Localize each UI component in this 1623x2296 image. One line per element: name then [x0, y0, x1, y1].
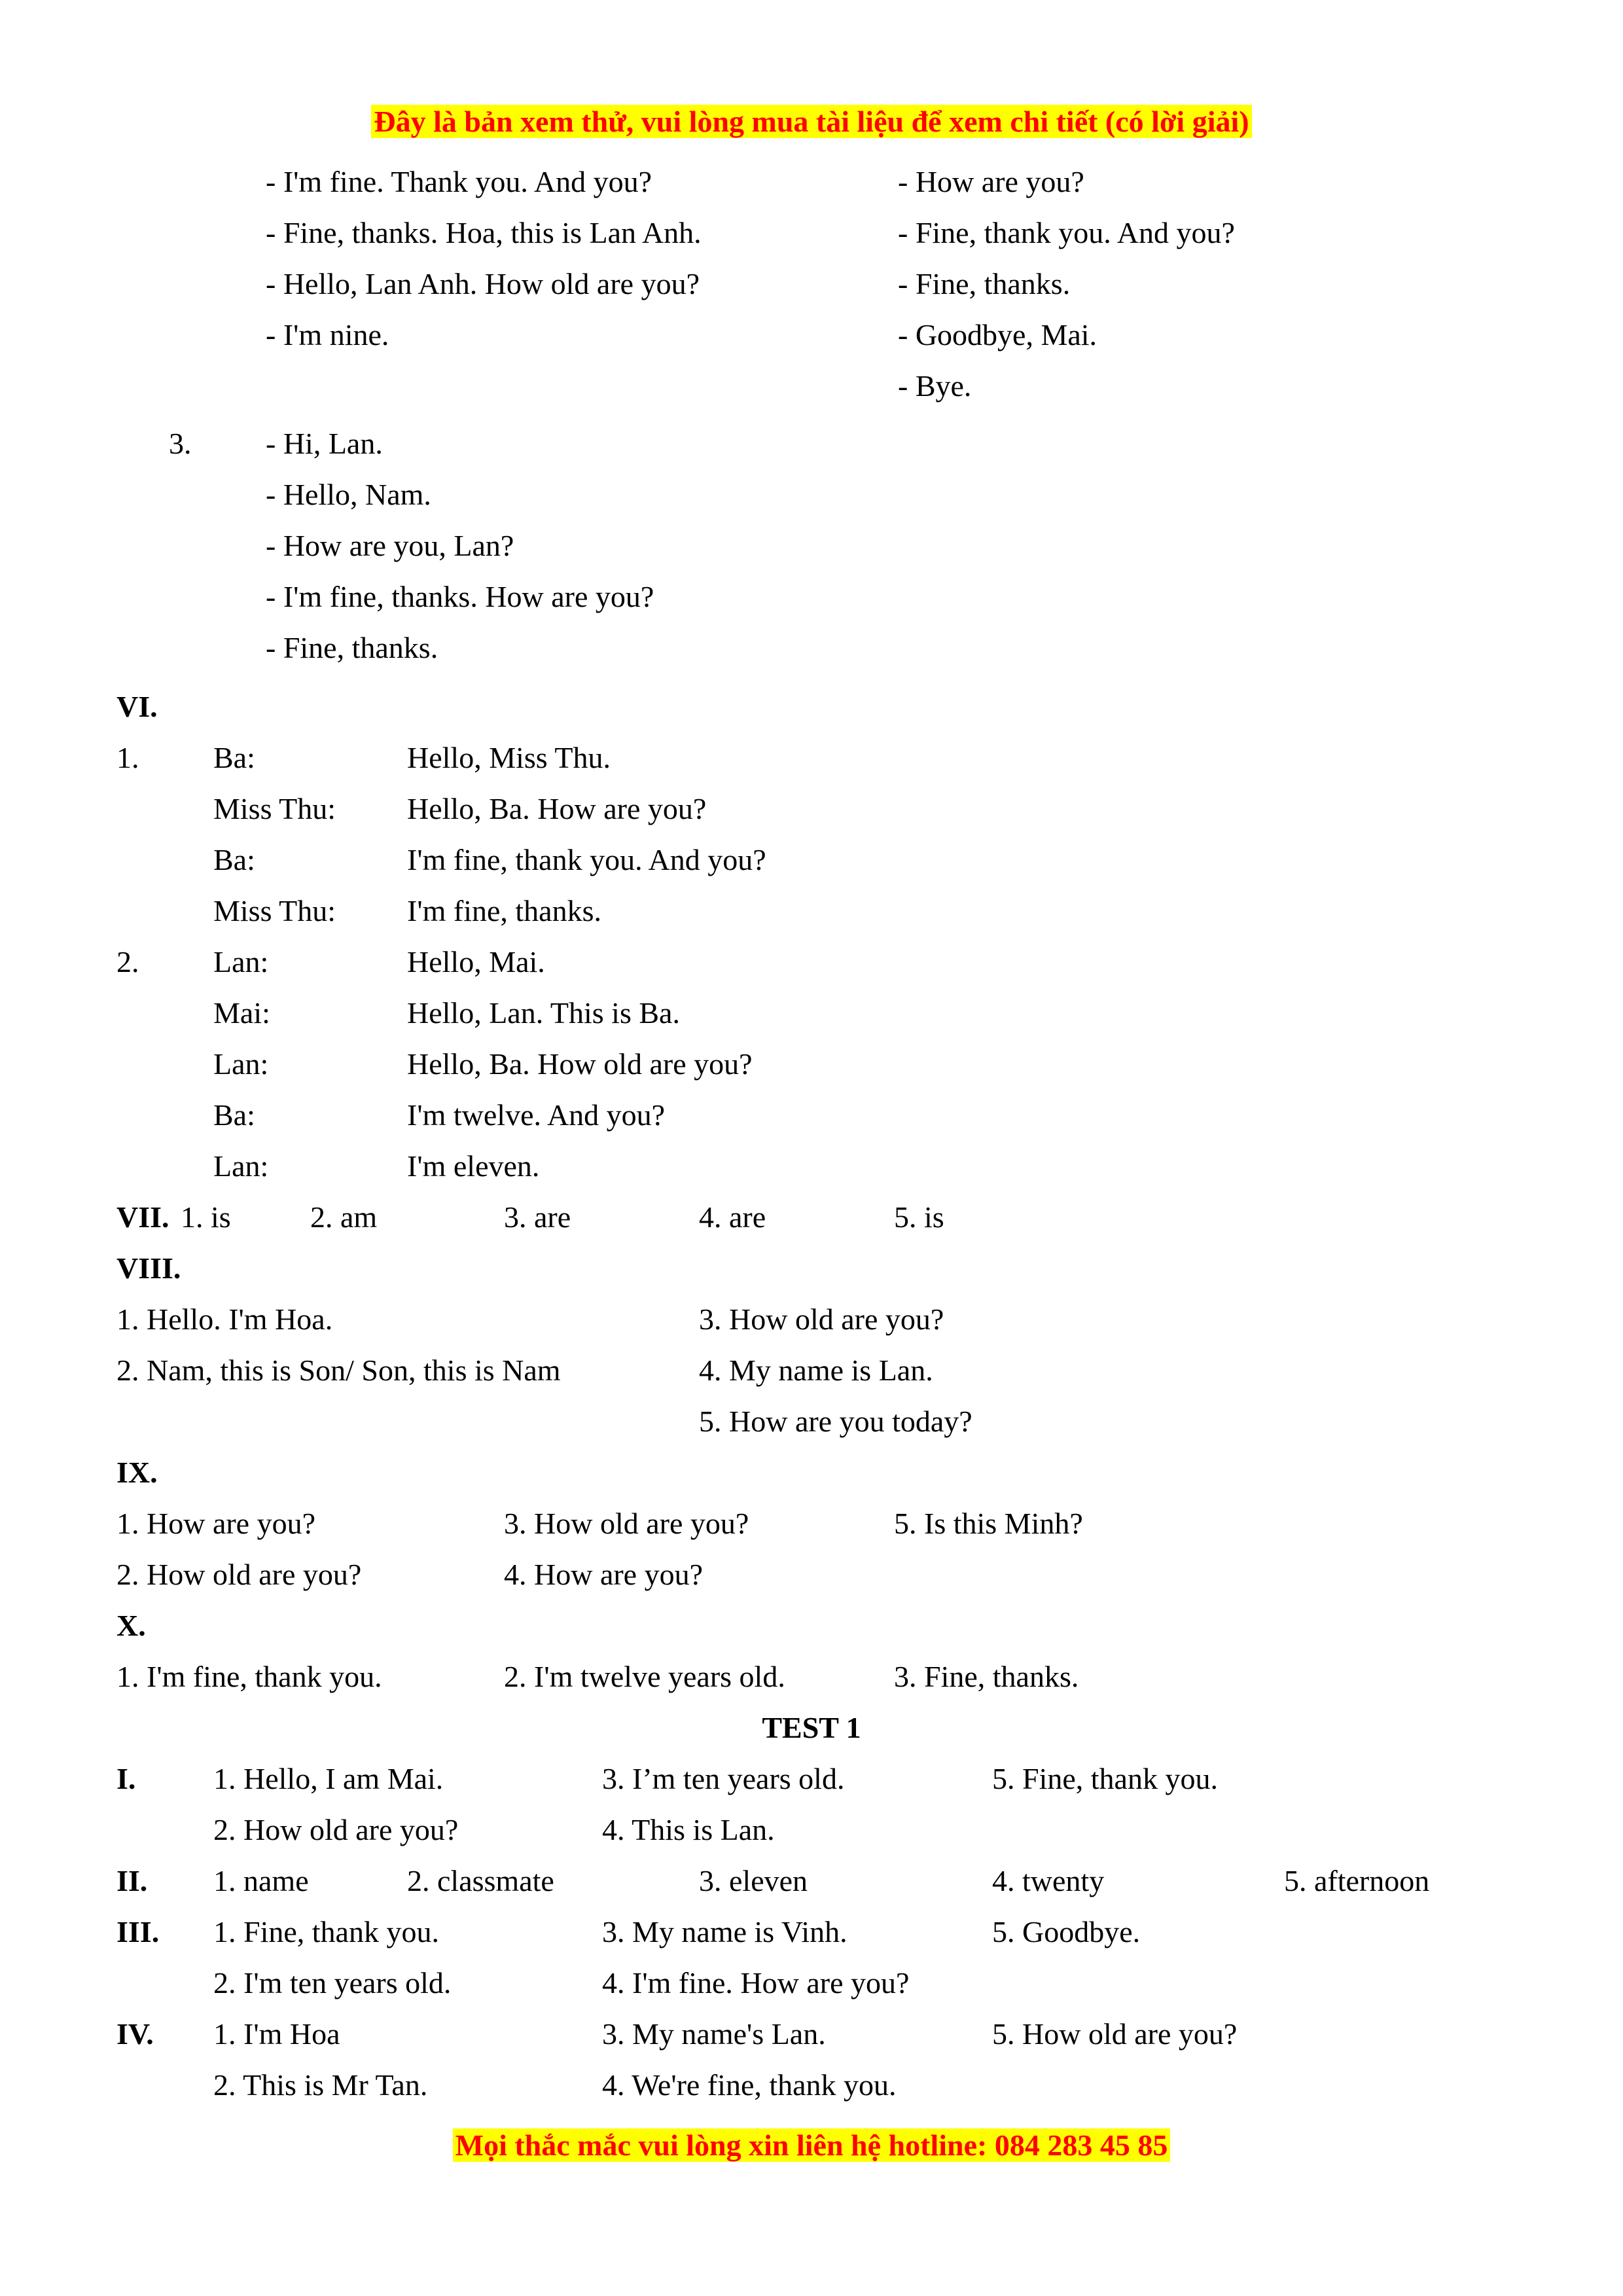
answer-item: 2. How old are you? — [213, 1813, 459, 1846]
answer-item: 1. Hello, I am Mai. — [213, 1762, 444, 1795]
answer-item: 4. I'm fine. How are you? — [602, 1966, 910, 2000]
answer-item: 3. eleven — [699, 1864, 808, 1897]
speech: Hello, Lan. This is Ba. — [407, 996, 680, 1030]
section-heading: X. — [116, 1609, 146, 1642]
answer-item: 1. I'm Hoa — [213, 2017, 340, 2051]
answer-item: 1. Hello. I'm Hoa. — [116, 1302, 333, 1336]
speech: Hello, Miss Thu. — [407, 741, 611, 774]
speaker: Ba: — [213, 741, 255, 774]
speech: I'm fine, thanks. — [407, 894, 602, 927]
answer-item: 4. are — [699, 1200, 766, 1234]
section-heading: VIII. — [116, 1251, 181, 1285]
dialog-line: - Bye. — [898, 369, 972, 403]
answer-item: 4. We're fine, thank you. — [602, 2068, 897, 2102]
dialog-line: - I'm fine, thanks. How are you? — [266, 580, 654, 613]
answer-item: 3. Fine, thanks. — [894, 1660, 1079, 1693]
preview-banner — [0, 103, 1623, 140]
dialog-line: - I'm fine. Thank you. And you? — [266, 165, 652, 198]
dialog-line: - Hello, Lan Anh. How old are you? — [266, 267, 700, 300]
dialog-line: - How are you, Lan? — [266, 529, 514, 562]
section-heading: VI. — [116, 690, 158, 723]
answer-item: 3. I’m ten years old. — [602, 1762, 845, 1795]
answer-item: 3. My name is Vinh. — [602, 1915, 847, 1948]
answer-item: 3. How old are you? — [699, 1302, 944, 1336]
answer-item: 5. is — [894, 1200, 944, 1234]
speech: I'm twelve. And you? — [407, 1098, 666, 1132]
dialog-line: - Hello, Nam. — [266, 478, 431, 511]
speaker: Lan: — [213, 945, 269, 978]
hotline-banner — [0, 2127, 1623, 2164]
answer-item: 3. How old are you? — [504, 1507, 749, 1540]
dialog-line: - Fine, thanks. Hoa, this is Lan Anh. — [266, 216, 702, 249]
speaker: Mai: — [213, 996, 270, 1030]
dialog-number: 2. — [116, 945, 139, 978]
answer-item: 2. I'm twelve years old. — [504, 1660, 785, 1693]
section-heading: IX. — [116, 1456, 158, 1489]
dialog-line: - I'm nine. — [266, 318, 389, 351]
dialog-number: 1. — [116, 741, 139, 774]
answer-item: 1. I'm fine, thank you. — [116, 1660, 382, 1693]
section-heading: II. — [116, 1864, 148, 1897]
preview-banner-text: Đây là bản xem thử, vui lòng mua tài liệu để xem chi tiết (có lời giải) — [371, 105, 1251, 138]
answer-item: 1. How are you? — [116, 1507, 316, 1540]
dialog-line: - Fine, thanks. — [898, 267, 1071, 300]
speaker: Miss Thu: — [213, 792, 336, 825]
answer-item: 4. How are you? — [504, 1558, 704, 1591]
answer-item: 1. name — [213, 1864, 309, 1897]
answer-item: 2. How old are you? — [116, 1558, 362, 1591]
dialog-line: - Hi, Lan. — [266, 427, 383, 460]
answer-item: 4. twenty — [992, 1864, 1105, 1897]
answer-item: 4. This is Lan. — [602, 1813, 775, 1846]
speech: I'm eleven. — [407, 1149, 540, 1183]
dialog-line: - Fine, thanks. — [266, 631, 438, 664]
answer-item: 5. How are you today? — [699, 1405, 972, 1438]
section-heading: I. — [116, 1762, 136, 1795]
answer-item: 5. Is this Minh? — [894, 1507, 1083, 1540]
answer-item: 2. classmate — [407, 1864, 554, 1897]
speaker: Lan: — [213, 1149, 269, 1183]
answer-item: 5. Goodbye. — [992, 1915, 1141, 1948]
answer-item: 1. is — [181, 1200, 231, 1234]
answer-item: 2. I'm ten years old. — [213, 1966, 452, 2000]
dialog-number: 3. — [169, 427, 192, 460]
speech: Hello, Mai. — [407, 945, 545, 978]
answer-item: 3. My name's Lan. — [602, 2017, 826, 2051]
answer-item: 5. How old are you? — [992, 2017, 1238, 2051]
answer-item: 5. afternoon — [1284, 1864, 1430, 1897]
speech: Hello, Ba. How old are you? — [407, 1047, 753, 1081]
answer-item: 2. am — [310, 1200, 378, 1234]
dialog-line: - Goodbye, Mai. — [898, 318, 1097, 351]
dialog-line: - Fine, thank you. And you? — [898, 216, 1235, 249]
speaker: Miss Thu: — [213, 894, 336, 927]
section-heading: VII. — [116, 1200, 169, 1234]
test-title: TEST 1 — [762, 1711, 861, 1744]
speech: I'm fine, thank you. And you? — [407, 843, 766, 876]
speaker: Ba: — [213, 843, 255, 876]
section-heading: IV. — [116, 2017, 154, 2051]
answer-item: 5. Fine, thank you. — [992, 1762, 1218, 1795]
answer-item: 2. Nam, this is Son/ Son, this is Nam — [116, 1354, 561, 1387]
speech: Hello, Ba. How are you? — [407, 792, 707, 825]
speaker: Lan: — [213, 1047, 269, 1081]
section-heading: III. — [116, 1915, 160, 1948]
answer-item: 3. are — [504, 1200, 571, 1234]
hotline-banner-text: Mọi thắc mắc vui lòng xin liên hệ hotline: 084 283 45 85 — [453, 2128, 1171, 2162]
speaker: Ba: — [213, 1098, 255, 1132]
answer-item: 4. My name is Lan. — [699, 1354, 933, 1387]
answer-item: 2. This is Mr Tan. — [213, 2068, 428, 2102]
answer-item: 1. Fine, thank you. — [213, 1915, 439, 1948]
dialog-line: - How are you? — [898, 165, 1084, 198]
